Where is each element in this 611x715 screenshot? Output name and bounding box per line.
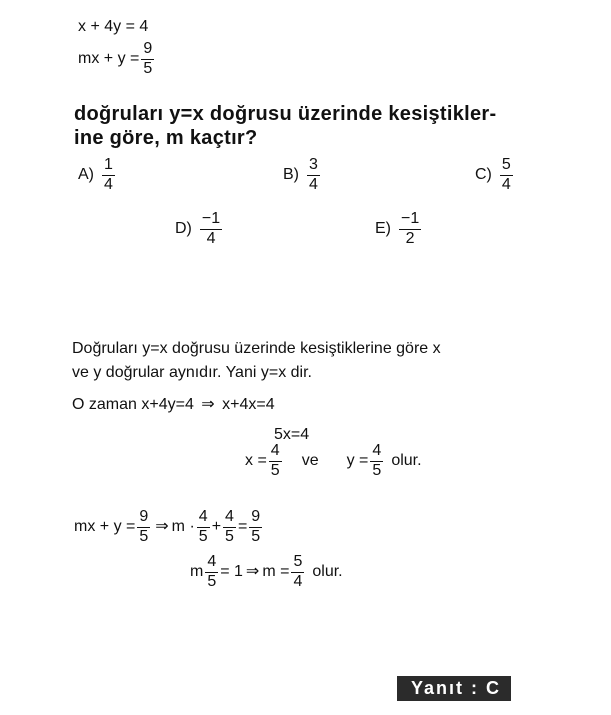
option-e[interactable] <box>375 211 423 248</box>
option-label: A) <box>78 166 94 184</box>
solution-line-3-end: x+4x=4 <box>222 396 275 413</box>
numerator: 5 <box>500 157 513 176</box>
solution-line-5 <box>245 443 422 480</box>
implies-arrow-icon: ⇒ <box>155 518 169 536</box>
denominator: 5 <box>207 572 217 590</box>
option-d[interactable] <box>175 211 224 248</box>
x-lhs: x = <box>245 452 267 470</box>
numerator: 9 <box>141 41 154 60</box>
solution-line-1: Doğruları y=x doğrusu üzerinde kesiştiklerine göre x <box>72 340 441 357</box>
denominator: 5 <box>270 461 280 479</box>
option-fraction <box>307 157 320 194</box>
fraction <box>197 509 210 546</box>
denominator: 5 <box>139 527 149 545</box>
fraction <box>249 509 262 546</box>
equation-2-lhs: mx + y = <box>78 50 140 68</box>
numerator: −1 <box>200 211 222 230</box>
denominator: 4 <box>309 175 318 193</box>
fraction <box>141 41 154 78</box>
option-label: C) <box>475 166 492 184</box>
line-6-lhs: mx + y = <box>74 518 136 536</box>
option-c[interactable] <box>475 157 515 194</box>
denominator: 2 <box>405 229 415 247</box>
m-dot: m · <box>171 518 195 536</box>
solution-line-2: ve y doğrular aynıdır. Yani y=x dir. <box>72 364 312 381</box>
equals-one: = 1 <box>220 563 243 581</box>
equation-2 <box>78 41 156 78</box>
solution-line-4: 5x=4 <box>274 426 310 443</box>
denominator: 5 <box>251 527 261 545</box>
denominator: 4 <box>501 175 511 193</box>
solution-line-3 <box>72 395 275 415</box>
numerator: 4 <box>269 443 282 462</box>
option-fraction <box>102 157 115 194</box>
option-fraction <box>500 157 513 194</box>
denominator: 4 <box>293 572 303 590</box>
option-label: E) <box>375 220 391 238</box>
fraction <box>205 554 218 591</box>
option-label: D) <box>175 220 192 238</box>
fraction <box>291 554 304 591</box>
answer-badge: Yanıt : C <box>397 676 511 701</box>
numerator: 4 <box>223 509 236 528</box>
implies-arrow-icon: ⇒ <box>245 563 260 581</box>
ve-word: ve <box>301 452 319 470</box>
fraction <box>370 443 383 480</box>
numerator: 1 <box>102 157 115 176</box>
equation-1: x + 4y = 4 <box>78 18 149 35</box>
denominator: 5 <box>143 59 153 77</box>
option-a[interactable] <box>78 157 117 194</box>
plus-sign: + <box>211 518 222 536</box>
numerator: −1 <box>399 211 421 230</box>
question-text-line-2: ine göre, m kaçtır? <box>74 127 258 149</box>
numerator: 4 <box>197 509 210 528</box>
implies-arrow-icon: ⇒ <box>201 396 215 413</box>
option-label: B) <box>283 166 299 184</box>
numerator: 9 <box>249 509 262 528</box>
solution-line-6 <box>74 509 264 546</box>
m-equals: m = <box>262 563 290 581</box>
option-fraction <box>200 211 222 248</box>
solution-line-3-start: O zaman x+4y=4 <box>72 396 194 413</box>
numerator: 4 <box>370 443 383 462</box>
solution-line-7 <box>190 554 343 591</box>
denominator: 5 <box>198 527 208 545</box>
numerator: 5 <box>291 554 304 573</box>
olur-word: olur. <box>312 563 343 581</box>
olur-word: olur. <box>391 452 422 470</box>
numerator: 4 <box>205 554 218 573</box>
y-lhs: y = <box>346 452 369 470</box>
numerator: 3 <box>307 157 320 176</box>
equals-sign: = <box>237 518 248 536</box>
m-symbol: m <box>190 563 204 581</box>
denominator: 4 <box>206 229 216 247</box>
denominator: 5 <box>225 527 234 545</box>
fraction <box>137 509 150 546</box>
denominator: 5 <box>372 461 382 479</box>
option-fraction <box>399 211 421 248</box>
numerator: 9 <box>137 509 150 528</box>
fraction <box>223 509 236 546</box>
option-b[interactable] <box>283 157 322 194</box>
fraction <box>269 443 282 480</box>
denominator: 4 <box>104 175 113 193</box>
question-text-line-1: doğruları y=x doğrusu üzerinde kesiştikler- <box>74 103 497 125</box>
